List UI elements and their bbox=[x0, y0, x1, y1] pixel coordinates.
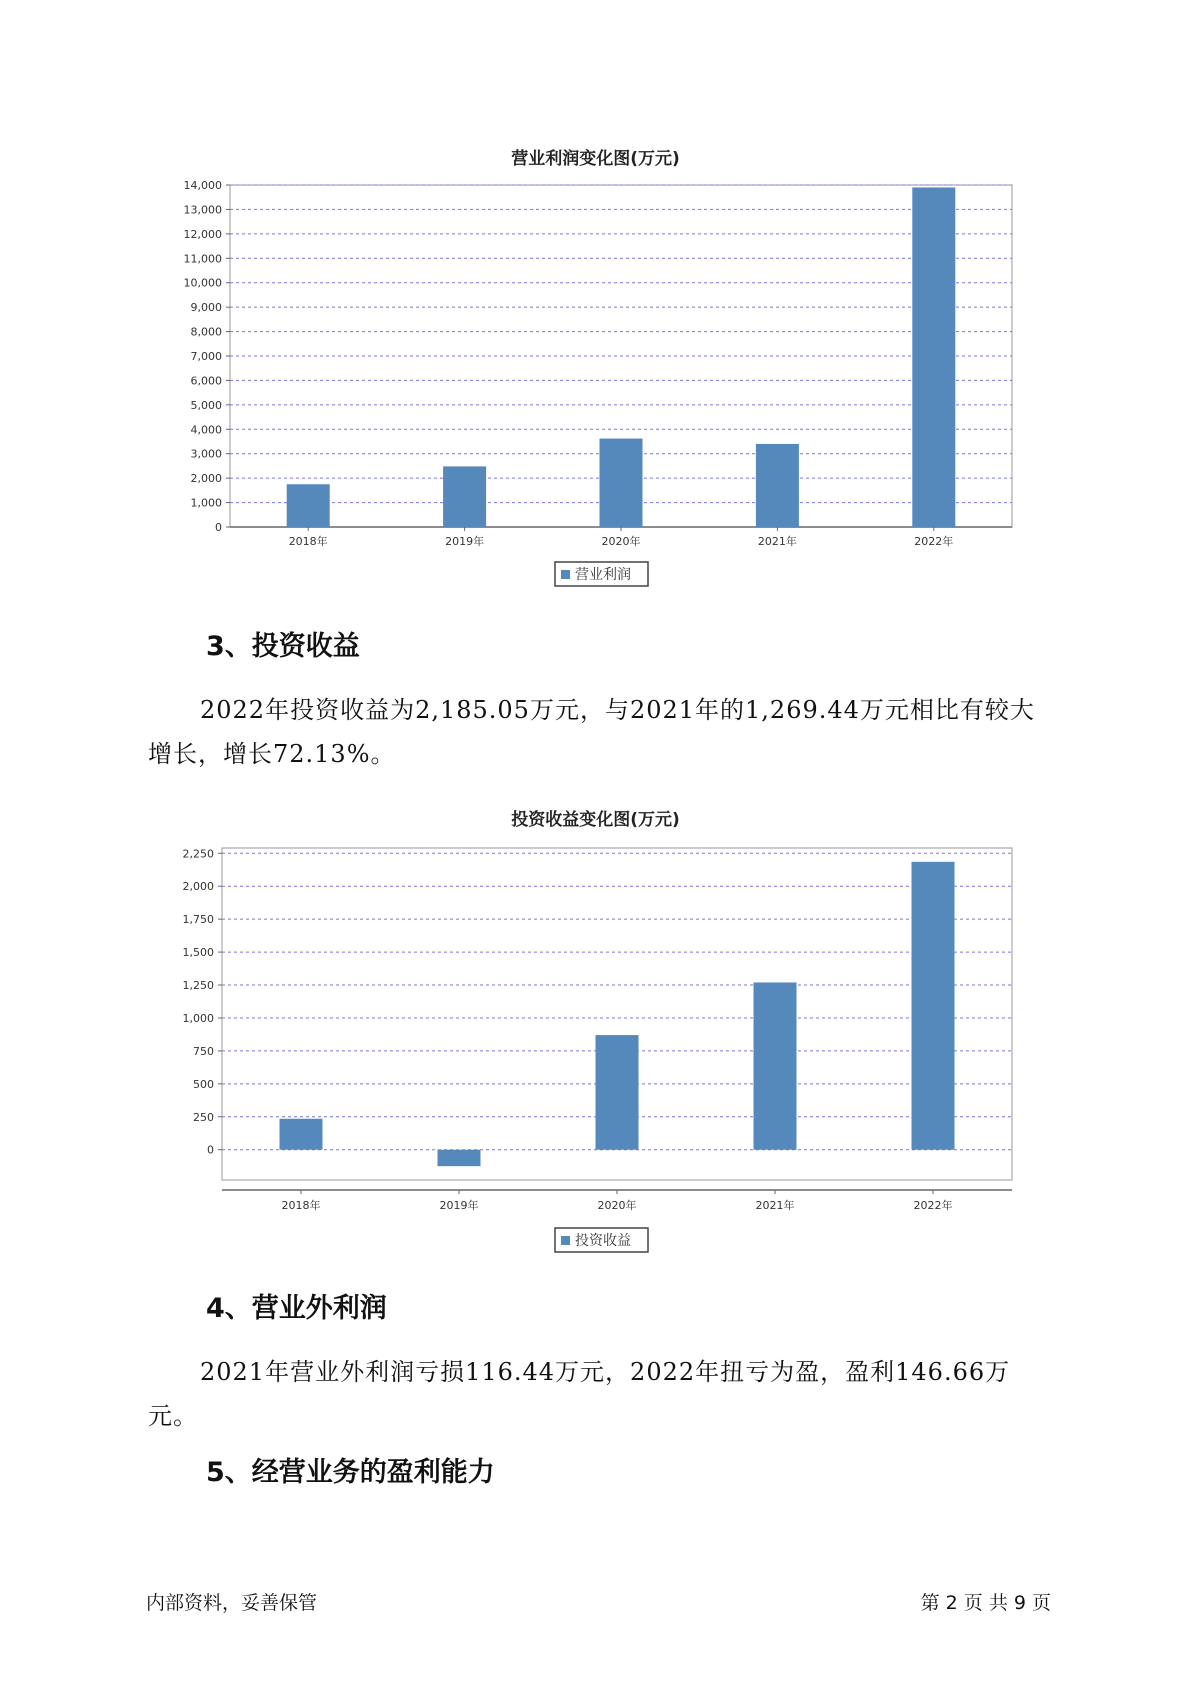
y-tick-label: 3,000 bbox=[190, 447, 222, 461]
y-tick-label: 7,000 bbox=[190, 350, 222, 363]
x-tick-label: 2019年 bbox=[439, 1199, 479, 1212]
y-tick-label: 2,000 bbox=[182, 880, 214, 894]
legend-label: 营业利润 bbox=[575, 567, 631, 583]
chart-title-investment-income: 投资收益变化图(万元) bbox=[511, 810, 680, 830]
x-tick-label: 2020年 bbox=[601, 535, 641, 548]
y-tick-label: 250 bbox=[193, 1110, 214, 1124]
y-tick-label: 12,000 bbox=[183, 227, 222, 241]
y-tick-label: 10,000 bbox=[183, 276, 222, 290]
section-paragraph-non-operating-profit: 2021年营业外利润亏损116.44万元，2022年扭亏为盈，盈利146.66万元。 bbox=[148, 1358, 1011, 1430]
x-tick-label: 2020年 bbox=[597, 1199, 637, 1212]
x-tick-label: 2021年 bbox=[757, 535, 797, 548]
bar bbox=[754, 982, 797, 1149]
x-tick-label: 2022年 bbox=[913, 1199, 953, 1212]
y-tick-label: 0 bbox=[215, 521, 222, 534]
y-tick-label: 2,000 bbox=[190, 472, 222, 486]
y-tick-label: 0 bbox=[207, 1143, 214, 1157]
y-tick-label: 1,750 bbox=[182, 913, 214, 927]
bar bbox=[280, 1119, 323, 1150]
section-heading-investment-income: 3、投资收益 bbox=[206, 631, 360, 662]
y-tick-label: 4,000 bbox=[190, 423, 222, 437]
y-tick-label: 9,000 bbox=[190, 301, 222, 315]
bar bbox=[596, 1035, 639, 1150]
legend-swatch bbox=[561, 1236, 570, 1245]
section-heading-operating-profitability: 5、经营业务的盈利能力 bbox=[206, 1457, 495, 1488]
y-tick-label: 13,000 bbox=[183, 203, 222, 217]
y-tick-label: 1,000 bbox=[190, 496, 222, 510]
section-heading-non-operating-profit: 4、营业外利润 bbox=[206, 1293, 387, 1324]
y-tick-label: 500 bbox=[193, 1077, 214, 1091]
chart-title-operating-profit: 营业利润变化图(万元) bbox=[511, 149, 680, 169]
bar bbox=[438, 1150, 481, 1166]
y-tick-label: 1,500 bbox=[182, 946, 214, 960]
y-tick-label: 14,000 bbox=[183, 179, 222, 192]
y-tick-label: 8,000 bbox=[190, 325, 222, 339]
x-tick-label: 2018年 bbox=[288, 535, 328, 548]
footer-page-number: 第 2 页 共 9 页 bbox=[920, 1592, 1051, 1614]
y-tick-label: 11,000 bbox=[183, 252, 222, 266]
y-tick-label: 2,250 bbox=[182, 847, 214, 861]
y-tick-label: 6,000 bbox=[190, 374, 222, 388]
y-tick-label: 1,000 bbox=[182, 1011, 214, 1025]
footer-confidential-note: 内部资料，妥善保管 bbox=[146, 1592, 318, 1614]
x-tick-label: 2019年 bbox=[445, 535, 485, 548]
x-tick-label: 2018年 bbox=[281, 1199, 321, 1212]
section-paragraph-investment-income: 2022年投资收益为2,185.05万元，与2021年的1,269.44万元相比有较大增长，增长72.13%。 bbox=[148, 696, 1035, 768]
x-tick-label: 2021年 bbox=[755, 1199, 795, 1212]
y-tick-label: 5,000 bbox=[190, 398, 222, 412]
legend-label: 投资收益 bbox=[575, 1233, 631, 1249]
y-tick-label: 750 bbox=[193, 1044, 214, 1058]
y-tick-label: 1,250 bbox=[182, 979, 214, 993]
bar bbox=[912, 862, 955, 1150]
x-tick-label: 2022年 bbox=[914, 535, 954, 548]
